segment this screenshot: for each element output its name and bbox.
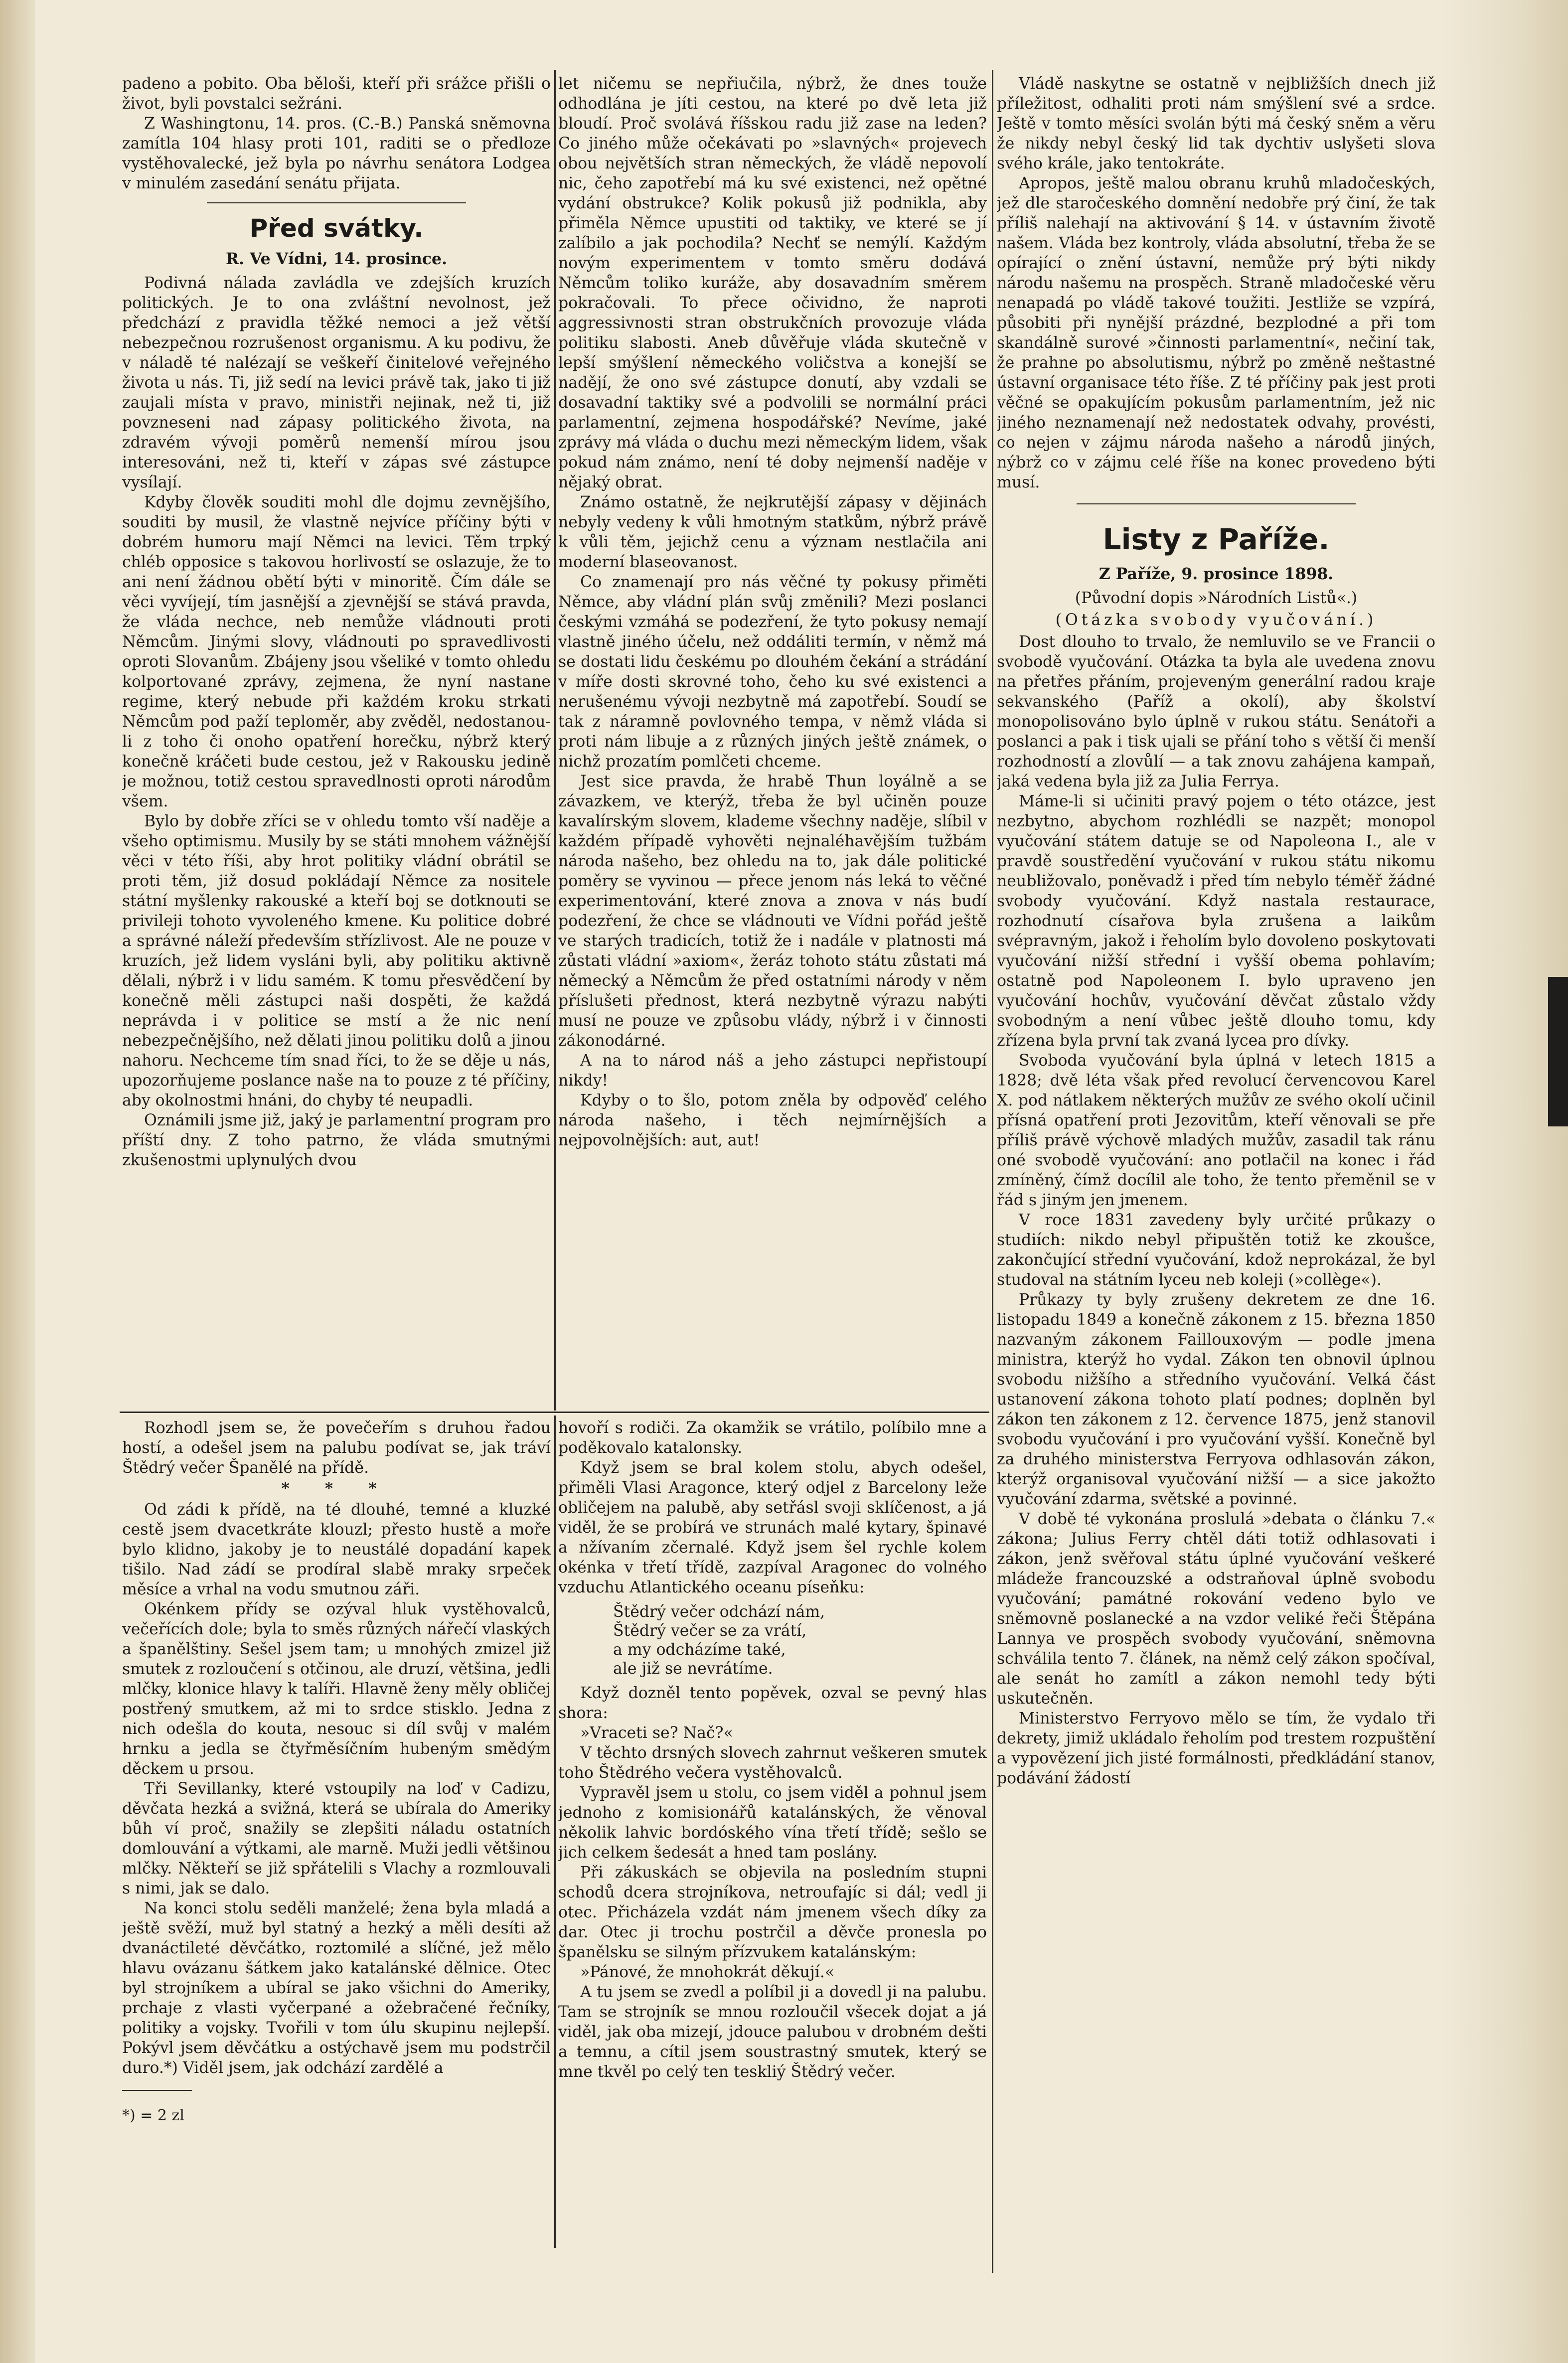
- article-paragraph: Kdyby člověk souditi mohl dle dojmu zevnějšího, souditi by musil, že vlastně nejvíce příčiny býti v dobrém humoru mají Němci na levici. Těm trpký chléb opposice s takovou horlivostí se oslazuje, že to ani není žádnou obětí býti v minoritě. Čím dále se věci vyvíjejí, tím jasnější a zjevnější se stává pravda, že vláda nechce, neb nemůže vládnouti proti Němcům. Jinými slovy, vládnouti po spravedlivosti oproti Slovanům. Zbájeny jsou všeliké v tomto ohledu kolportované zprávy, zejmena, že nyní nastane regime, který nebude při každém kroku strkati Němcům pod paží teploměr, aby zvěděl, nedostanou-li z toho či onoho opatření horečku, nýbrž který konečně kráčeti bude cestou, jež v Rakousku jedině je možnou, totiž cestou spravedlnosti oproti národům všem.: [122, 493, 551, 810]
- page-scan-edge-right: [1438, 0, 1568, 2363]
- feuilleton-column-1: [122, 1418, 551, 2245]
- news-paragraph-washington: Z Washingtonu, 14. pros. (C.-B.) Panská sněmovna zamítla 104 hlasy proti 101, raditi se o předloze vystěhovalecké, jež byla po návrhu senátora Lodgea v minulém zasedání senátu přijata.: [122, 115, 551, 192]
- article-paragraph: Vládě naskytne se ostatně v nejbližších dnech již příležitost, odhaliti proti nám smýšlení své a srdce. Ještě v tomto měsíci svolán býti má český sněm a věru že nikdy nebyl český lid tak dychtiv uslyšeti slova svého krále, jako tentokráte.: [997, 75, 1435, 172]
- article-paragraph: Průkazy ty byly zrušeny dekretem ze dne 16. listopadu 1849 a konečně zákonem z 15. března 1850 nazvaným zákonem Faillouxovým — podle jmena ministra, kterýž ho vydal. Zákon ten obnovil úplnou svobodu nižšího a středního vyučování. Velká část ustanovení zákona tohoto platí podnes; doplněn byl zákon ten zákonem z 12. července 1875, jenž stanovil svobodu vyučování i pro vyučování vyšší. Konečně byl za druhého ministerstva Ferryova odhlasován zákon, kterýž organisoval vyučování nižší — a sice jakožto vyučování zdarma, světské a povinné.: [997, 1291, 1435, 1508]
- article-dateline: Z Paříže, 9. prosince 1898.: [1098, 565, 1334, 583]
- verse-line: Štědrý večer se za vrátí,: [613, 1622, 807, 1640]
- feuilleton-paragraph: Vypravěl jsem u stolu, co jsem viděl a pohnul jsem jednoho z komisionářů katalánských, že věnoval několik lahvic bordóského vína třetí třídě; sešlo se jich celkem šedesát a hned tam poslány.: [558, 1784, 987, 1862]
- article-paragraph: Oznámili jsme již, jaký je parlamentní program pro příští dny. Z toho patrno, že vláda smutnými zkušenostmi uplynulých dvou: [122, 1111, 551, 1169]
- feuilleton-paragraph: hovoří s rodiči. Za okamžik se vrátilo, políbilo mne a poděkovalo katalonsky.: [558, 1419, 987, 1457]
- article-paragraph: Jest sice pravda, že hrabě Thun loyálně a se závazkem, ve kterýž, třeba že byl učiněn pouze kavalírským slovem, klademe všechny naděje, slíbil v každém případě vyhověti nejnaléhavějším tužbám národa našeho, bez ohledu na to, jak dále politické poměry se vyvinou — přece jenom nás leká to věčné experimentování, které znova a znova v nás budí podezření, že chce se vládnouti ve Vídni pořád ještě ve starých tradicích, totiž že i nadále v platnosti má zůstati vládní »axiom«, žeráz tohoto státu zůstati má německý a Němcům že před ostatními národy v něm příslušeti přednost, která nezbytně výrazu nabýti musí ne pouze ve způsobu vlády, nýbrž i v činnosti zákonodárné.: [558, 773, 987, 1050]
- section-divider: [207, 202, 466, 203]
- article-paragraph: V době té vykonána proslulá »debata o článku 7.« zákona; Julius Ferry chtěl dáti totiž odhlasovati i zákon, jenž svěřoval státu úplné vyučování veškeré mládeže francouzské a odstraňoval úplně svobodu vyučování; památné rokování vedeno bylo ve sněmovně poslanecké a na vzdor veliké řeči Štěpána Lannya ve prospěch svobody vyučování, sněmovna schválila tento 7. článek, na němž celý zákon spočíval, ale senát ho zamítl a zákon nemohl tedy býti uskutečněn.: [997, 1510, 1435, 1708]
- article-paragraph: Bylo by dobře zříci se v ohledu tomto vší naděje a všeho optimismu. Musily by se státi mnohem vážnější věci v této říši, aby hrot politiky vládní obrátil se proti těm, již dosud pokládají Němce za nositele státní myšlenky rakouské a kteří boj se dotknouti se privileji tohoto vyvoleného kmene. Ku politice dobré a správné náleží především střízlivost. Ale ne pouze v kruzích, jež lidem vysláni byli, aby politiku aktivně dělali, nýbrž i v lidu samém. K tomu přesvědčení by konečně měli zástupci naši dospěti, že každá neprávda i v politice se mstí a že nic není nebezpečnějšího, než dělati jinou politiku dolů a jinou nahoru. Nechceme tím snad říci, to že se děje u nás, upozorňujeme poslance naše na to pouze z té příčiny, aby okolnostmi hnáni, do chyby té neupadli.: [122, 812, 551, 1109]
- column-3: [997, 74, 1435, 2347]
- column-rule: [554, 70, 556, 1411]
- article-paragraph: Dost dlouho to trvalo, že nemluvilo se ve Francii o svobodě vyučování. Otázka ta byla ale uvedena znovu na přetřes přáním, projeveným generální radou kraje sekvanského (Paříž a okolí), aby školství monopolisováno bylo úplně v rukou státu. Senátoři a poslanci a pak i tisk ujali se přání toho s větší či menší rozhodností a zlovůlí — a tak znovu zahájena kampaň, jaká vedena byla již za Julia Ferrya.: [997, 633, 1435, 790]
- column-2-top: [558, 74, 987, 1410]
- article-paragraph: Kdyby o to šlo, potom zněla by odpověď celého národa našeho, i těch nejmírnějších a nejpovolnějších: aut, aut!: [558, 1092, 987, 1149]
- article-title-listy-z-parize: Listy z Paříže.: [1102, 522, 1330, 556]
- feuilleton-paragraph: Když jsem se bral kolem stolu, abych odešel, přiměli Vlasi Aragonce, který odjel z Barcelony leže obličejem na palubě, aby setřásl svoji sklíčenost, a já viděl, že se probírá ve strunách malé kytary, špinavé a nžívaním zčernalé. Když jsem šel rychle kolem okénka v třetí třídě, zazpíval Aragonec do volného vzduchu Atlantického oceanu píseňku:: [558, 1459, 987, 1596]
- feuilleton-divider: [120, 1412, 989, 1413]
- column-rule: [554, 1416, 556, 2248]
- feuilleton-paragraph: V těchto drsných slovech zahrnut veškeren smutek toho Štědrého večera vystěhovalců.: [558, 1744, 987, 1782]
- verse-line: ale již se nevrátíme.: [613, 1660, 773, 1678]
- article-source-note: (Původní dopis »Národních Listů«.): [1075, 589, 1358, 607]
- article-paragraph: let ničemu se nepřiučila, nýbrž, že dnes touže odhodlána je jíti cestou, na které po dvě leta již bloudí. Proč svolává říšskou radu již zase na leden? Co jiného může očekávati po »slavných« projevech obou největších stran německých, že vládě nepovolí nic, čeho zapotřebí má ku své existenci, než opětné vydání obstrukce? Kolik pokusů již podnikla, aby přiměla Němce upustiti od taktiky, ve které se jí zalíbilo a jak pochodila? Nechť se nemýlí. Každým novým experimentem v tomto směru dodává Němcům toliko kuráže, aby dosavadním směrem pokračovali. To přece očividno, že naproti aggressivnosti stran obstrukčních provozuje vláda politiku slabosti. Aneb důvěřuje vláda skutečně v lepší smýšlení německého voličstva a konejší se nadějí, že ono své zástupce donutí, aby vzdali se dosavadní taktiky své a podvolili se normální práci parlamentní, zejmena hospodářské? Nevíme, jaké zprávy má vláda o duchu mezi německým lidem, však pokud nám známo, není té doby nejmenší naděje v nějaký obrat.: [558, 75, 987, 491]
- feuilleton-paragraph: Na konci stolu seděli manželé; žena byla mladá a ještě svěží, muž byl statný a hezký a měli desíti až dvanáctileté děvčátko, roztomilé a slíčné, jež mělo hlavu ovázanu šátkem jako katalánské dělnice. Otec byl strojníkem a ubíral se jako všichni do Ameriky, prchaje z vlasti vyčerpané a ožebračené řečníky, politiky a vojsky. Tvořili v tom úlu skupinu nejlepší. Pokývl jsem děvčátku a ostýchavě jsem mu podstrčil duro.*) Viděl jsem, jak odchází zardělé a: [122, 1899, 551, 2077]
- article-title-pred-svatky: Před svátky.: [249, 214, 424, 243]
- article-topic: (Otázka svobody vyučování.): [1055, 611, 1377, 629]
- page-scan-edge-left: [0, 0, 35, 2363]
- article-paragraph: Co znamenají pro nás věčné ty pokusy přiměti Němce, aby vládní plán svůj změnili? Mezi poslanci českými vzmáhá se podezření, že tyto pokusy nemají vlastně jiného účelu, než oddáliti termín, v němž má se dostati lidu českému po dlouhém čekání a strádání v míře dosti skrovné toho, čeho ku své existenci a nerušenému vývoji nezbytně má zapotřebí. Soudí se tak z náramně povlovného tempa, v němž vláda si proti nám libuje a z různých jiných ještě známek, o nichž prozatím pomlčeti chceme.: [558, 573, 987, 771]
- news-paragraph: padeno a pobito. Oba běloši, kteří při srážce přišli o život, byli povstalci sežráni.: [122, 75, 551, 113]
- verse-line: Štědrý večer odchází nám,: [613, 1603, 825, 1621]
- feuilleton-paragraph: Tři Sevillanky, které vstoupily na loď v Cadizu, děvčata hezká a svižná, která se ubírala do Ameriky bůh ví proč, snažily se zlepšiti náladu ostatních domlouvání a výtkami, ale marně. Muži jedli většinou mlčky. Někteří se již spřátelili s Vlachy a rozmlouvali s nimi, jak se dalo.: [122, 1780, 551, 1897]
- article-paragraph: V roce 1831 zavedeny byly určité průkazy o studiích: nikdo nebyl připuštěn totiž ke zkoušce, zakončující střední vyučování, kdož neprokázal, že byl studoval na státním lyceu neb koleji (»collège«).: [997, 1211, 1435, 1289]
- feuilleton-paragraph: Okénkem přídy se ozýval hluk vystěhovalců, večeřících dole; byla to směs různých nářečí vlaských a španělštiny. Sešel jsem tam; u mnohých zmizel již smutek z rozloučení s otčinou, ale druzí, většina, jedli mlčky, klonice hlavy k talíři. Hlavně ženy měly obličej postřený smutkem, až mi to srdce stisklo. Jedna z nich odešla do kouta, nesouc si díl svůj v malém hrnku a jedla se čtyřměsíčním hubeným smědým děckem u prsou.: [122, 1600, 551, 1778]
- song-verse: [613, 1602, 987, 1678]
- scan-edge-tab: [1548, 977, 1568, 1126]
- verse-line: a my odcházíme také,: [613, 1641, 786, 1659]
- footnote-rule: [122, 2090, 192, 2091]
- article-paragraph: Podivná nálada zavládla ve zdejších kruzích politických. Je to ona zvláštní nevolnost, jež předchází z pravidla těžké nemoci a jež větší nebezpečnou rozrušenost organismu. A ku podivu, že v náladě té nalézají se veškeří činitelové veřejného života u nás. Ti, již sedí na levici právě tak, jako ti již zaujali místa v pravo, ministři nejinak, než ti, již povzneseni nad zápasy politického života, na zdravém vývoji poměrů nemenší mírou jsou interesováni, než ti, kteří v zápas své zástupce vysílají.: [122, 274, 551, 491]
- article-paragraph: Apropos, ještě malou obranu kruhů mladočeských, jež dle staročeského domnění nedobře prý činí, že tak příliš nalehají na aktivování § 14. v ústavním životě našem. Vláda bez kontroly, vláda absolutní, třeba že se opírající o znění ústavní, nemůže prý býti nikdy národu našemu na prospěch. Straně mladočeské věru nenapadá po vládě takové toužiti. Jestliže se vzpírá, působiti při nynější prázdné, bezplodné a při tom skandálně surové »činnosti parlamentní«, nečiní tak, že prahne po absolutismu, nýbrž po změně neštastné ústavní organisace této říše. Z té příčiny pak jest proti věčné se opakujícím pokusům parlamentním, jež nic jiného neznamenají než nedostatek odvahy, provésti, co nejen v zájmu národa našeho a národů jiných, nýbrž co v zájmu celé říše na konec provedeno býti musí.: [997, 174, 1435, 491]
- feuilleton-column-2: [558, 1418, 987, 2245]
- article-paragraph: Známo ostatně, že nejkrutější zápasy v dějinách nebyly vedeny k vůli hmotným statkům, nýbrž právě k vůli těm, jejichž cenu a význam nestlačila ani moderní blaseovanost.: [558, 493, 987, 571]
- article-paragraph: Ministerstvo Ferryovo mělo se tím, že vydalo tři dekrety, jimiž ukládalo řeholím pod trestem rozpuštění a vypovězení jich jisté formálnosti, předkládání stanov, podávání žádostí: [997, 1710, 1435, 1787]
- feuilleton-paragraph: Rozhodl jsem se, že povečeřím s druhou řadou hostí, a odešel jsem na palubu podívat se, jak tráví Štědrý večer Španělé na přídě.: [122, 1419, 551, 1477]
- article-paragraph: Máme-li si učiniti pravý pojem o této otázce, jest nezbytno, abychom rozhlédli se nazpět; monopol vyučování státem datuje se od Napoleona I., ale v pravdě soustředění vyučování v rukou státu nikomu neubližovalo, poněvadž i před tím nebylo téměř žádné svobody vyučování. Když nastala restaurace, rozhodnutí císařova byla zrušena a laikům svépravným, jakož i řeholím bylo dovoleno poskytovati vyučování nižší střední i vyšší obema pohlavím; ostatně pod Napoleonem I. bylo upraveno jen vyučování hochův, vyučování děvčat zůstalo vždy svobodným a není vůbec ještě dlouho tomu, kdy zřízena byla první tak zvaná lycea pro dívky.: [997, 792, 1435, 1050]
- feuilleton-paragraph: Od zádi k přídě, na té dlouhé, temné a kluzké cestě jsem dvacetkráte klouzl; přesto hustě a moře bylo klidno, jakoby je to neustálé dopadání kapek tišilo. Nad zádí se prodíral slabě mraky srpeček měsíce a vrhal na vodu smutnou záři.: [122, 1501, 551, 1598]
- feuilleton-paragraph: A tu jsem se zvedl a políbil ji a dovedl ji na palubu. Tam se strojník se mnou rozloučil všecek dojat a já viděl, jak oba mizejí, jdouce palubou v drobném dešti a temnu, a cítil jsem soustrastný smutek, který se mne tkvěl po celý ten teskliý Štědrý večer.: [558, 1983, 987, 2081]
- section-stars: * * *: [281, 1479, 392, 1498]
- feuilleton-paragraph: »Vraceti se? Nač?«: [580, 1724, 733, 1742]
- article-paragraph: Svoboda vyučování byla úplná v letech 1815 a 1828; dvě léta však před revolucí červencovou Karel X. pod nátlakem některých mužův ze svého okolí učinil přísná opatření proti Jezovitům, kteří věnovali se pře příliš právě výchově mladých mužův, zasadil tak ránu oné svobodě vyučování: ano potlačil na konec i řád zmíněný, čímž docílil ale toho, že tento přeměnil se v řád s jiným jen jmenem.: [997, 1052, 1435, 1209]
- feuilleton-paragraph: Při zákuskách se objevila na posledním stupni schodů dcera strojníkova, netroufajíc si dál; vedl ji otec. Přicházela vzdát nám jmenem všech díky za dar. Otec ji trochu postrčil a děvče pronesla po španělsku se silným přízvukem katalánským:: [558, 1864, 987, 1961]
- article-paragraph: A na to národ náš a jeho zástupci nepřistoupí nikdy!: [558, 1052, 987, 1090]
- article-dateline: R. Ve Vídni, 14. prosince.: [225, 250, 448, 268]
- footnote: *) = 2 zl: [122, 2107, 184, 2124]
- column-1-top: [122, 74, 551, 1410]
- section-divider: [1077, 503, 1356, 504]
- column-rule: [992, 70, 993, 2273]
- feuilleton-paragraph: »Pánové, že mnohokrát děkují.«: [580, 1963, 835, 1981]
- feuilleton-paragraph: Když dozněl tento popěvek, ozval se pevný hlas shora:: [558, 1684, 987, 1722]
